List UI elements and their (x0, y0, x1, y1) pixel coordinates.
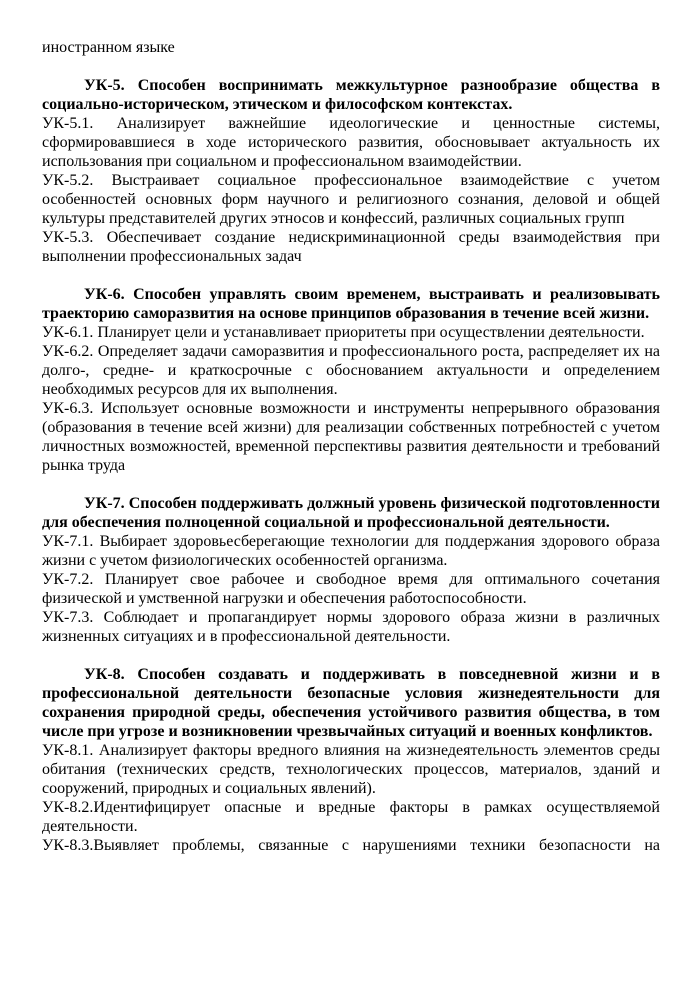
uk-7-3-indicator-paragraph: УК-7.3. Соблюдает и пропагандирует нормы здорового образа жизни в различных жизненных ситуациях и в профессиональной деятельности. (42, 609, 660, 645)
uk-8-1-indicator-paragraph: УК-8.1. Анализирует факторы вредного влияния на жизнедеятельность элементов среды обитания (технических средств, технологических процессов, материалов, зданий и сооружений, природных и социальных явлений). (42, 742, 660, 797)
section-uk-5 (42, 76, 660, 266)
uk-6-1-indicator-paragraph: УК-6.1. Планирует цели и устанавливает приоритеты при осуществлении деятельности. (42, 324, 645, 341)
uk-5-competency-heading: УК-5. Способен воспринимать межкультурное разнообразие общества в социально-историческом, этическом и философском контекстах. (42, 77, 660, 113)
uk-8-3-indicator-paragraph: УК-8.3.Выявляет проблемы, связанные с нарушениями техники безопасности на (42, 837, 660, 854)
uk-7-2-indicator-paragraph: УК-7.2. Планирует свое рабочее и свободное время для оптимального сочетания физической и умственной нагрузки и обеспечения работоспособности. (42, 571, 660, 607)
uk-5-2-indicator-paragraph: УК-5.2. Выстраивает социальное профессиональное взаимодействие с учетом особенностей основных форм научного и религиозного сознания, деловой и общей культуры представителей других этносов и конфессий, различных социальных групп (42, 172, 660, 227)
section-uk-7 (42, 494, 660, 646)
uk-7-1-indicator-paragraph: УК-7.1. Выбирает здоровьесберегающие технологии для поддержания здорового образа жизни с учетом физиологических особенностей организма. (42, 533, 660, 569)
uk-6-competency-heading: УК-6. Способен управлять своим временем, выстраивать и реализовывать траекторию саморазвития на основе принципов образования в течение всей жизни. (42, 286, 660, 322)
section-uk-8 (42, 665, 660, 855)
uk-5-1-indicator-paragraph: УК-5.1. Анализирует важнейшие идеологические и ценностные системы, сформировавшиеся в ходе исторического развития, обосновывает актуальность их использования при социальном и профессиональном взаимодействии. (42, 115, 660, 170)
uk-6-3-indicator-paragraph: УК-6.3. Использует основные возможности и инструменты непрерывного образования (образования в течение всей жизни) для реализации собственных потребностей с учетом личностных возможностей, временной перспективы развития деятельности и требований рынка труда (42, 400, 660, 474)
uk-8-competency-heading: УК-8. Способен создавать и поддерживать в повседневной жизни и в профессиональной деятельности безопасные условия жизнедеятельности для сохранения природной среды, обеспечения устойчивого развития общества, в том числе при угрозе и возникновении чрезвычайных ситуаций и военных конфликтов. (42, 666, 660, 740)
section-uk-6 (42, 285, 660, 475)
uk-7-competency-heading: УК-7. Способен поддерживать должный уровень физической подготовленности для обеспечения полноценной социальной и профессиональной деятельности. (42, 495, 660, 531)
uk-6-2-indicator-paragraph: УК-6.2. Определяет задачи саморазвития и профессионального роста, распределяет их на долго-, средне- и краткосрочные с обоснованием актуальности и определением необходимых ресурсов для их выполнения. (42, 343, 660, 398)
carryover-paragraph: иностранном языке (42, 39, 175, 56)
uk-8-2-indicator-paragraph: УК-8.2.Идентифицирует опасные и вредные факторы в рамках осуществляемой деятельности. (42, 799, 660, 835)
uk-5-3-indicator-paragraph: УК-5.3. Обеспечивает создание недискриминационной среды взаимодействия при выполнении профессиональных задач (42, 229, 660, 265)
